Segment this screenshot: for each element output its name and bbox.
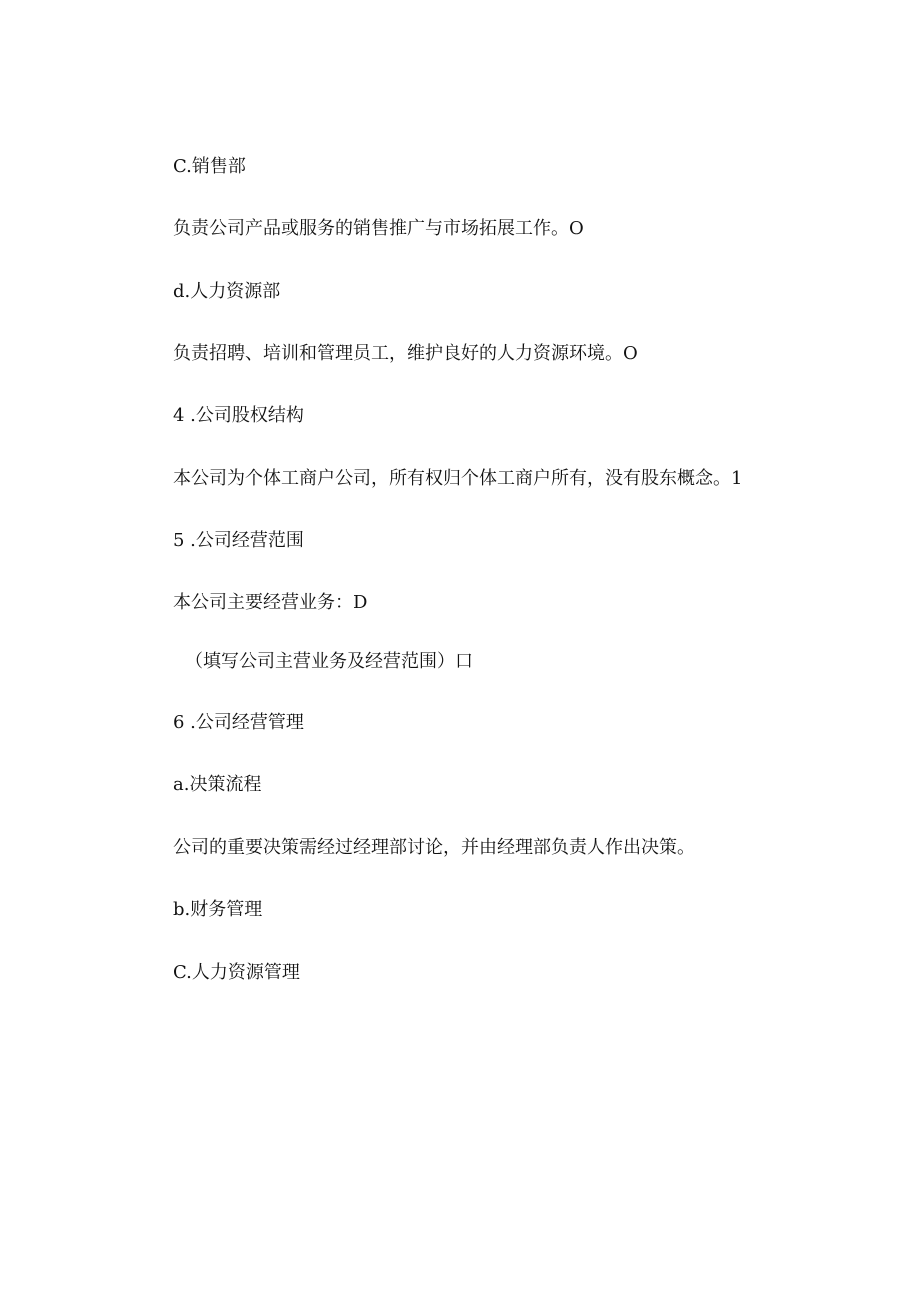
heading-decision-process: a.决策流程 bbox=[173, 774, 262, 795]
paragraph-sales-description: 负责公司产品或服务的销售推广与市场拓展工作。O bbox=[173, 218, 584, 239]
paragraph-hr-description: 负责招聘、培训和管理员工，维护良好的人力资源环境。O bbox=[173, 343, 638, 364]
section-heading-business-scope: 5 .公司经营范围 bbox=[173, 530, 304, 551]
paragraph-equity-description: 本公司为个体工商户公司，所有权归个体工商户所有，没有股东概念。1 bbox=[173, 468, 743, 489]
paragraph-business-scope-placeholder: （填写公司主营业务及经营范围）口 bbox=[185, 651, 473, 672]
heading-hr-management: C.人力资源管理 bbox=[173, 962, 300, 983]
paragraph-decision-description: 公司的重要决策需经过经理部讨论，并由经理部负责人作出决策。 bbox=[173, 837, 695, 858]
heading-sales-department: C.销售部 bbox=[173, 156, 246, 177]
section-heading-business-management: 6 .公司经营管理 bbox=[173, 712, 304, 733]
paragraph-main-business: 本公司主要经营业务：D bbox=[173, 592, 368, 613]
heading-financial-management: b.财务管理 bbox=[173, 899, 263, 920]
heading-hr-department: d.人力资源部 bbox=[173, 281, 281, 302]
section-heading-equity-structure: 4 .公司股权结构 bbox=[173, 405, 304, 426]
